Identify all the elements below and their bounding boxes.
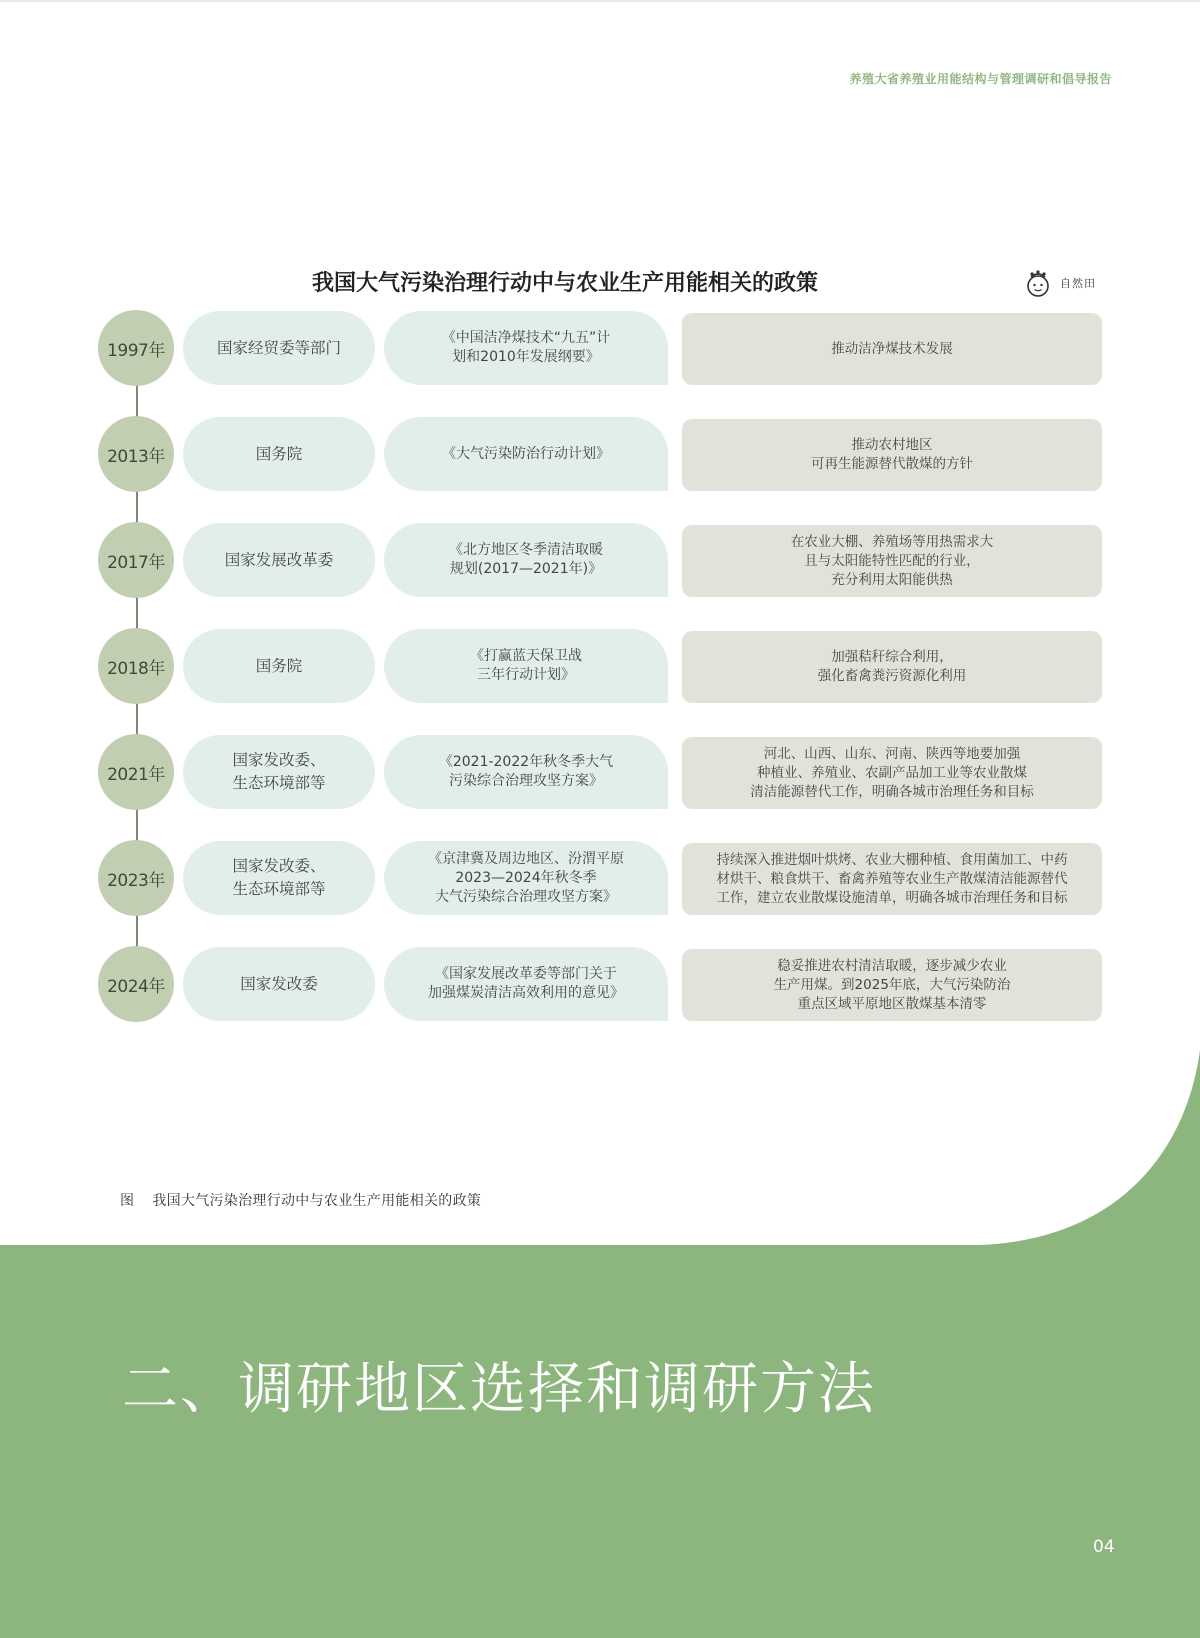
year-circle: 2024年 <box>98 946 174 1022</box>
policy-description <box>682 525 1102 597</box>
issuing-department <box>183 735 375 809</box>
issuing-department <box>183 841 375 915</box>
policy-document-line: 大气污染综合治理攻坚方案》 <box>435 888 617 905</box>
policy-description-line: 稳妥推进农村清洁取暖，逐步减少农业 <box>777 957 1007 974</box>
policy-document-line: 规划(2017—2021年)》 <box>449 561 603 577</box>
issuing-department-line: 生态环境部等 <box>232 880 326 898</box>
policy-description <box>682 843 1102 915</box>
issuing-department <box>183 947 375 1021</box>
policy-document-line: 《北方地区冬季清洁取暖 <box>449 542 603 558</box>
policy-description <box>682 631 1102 703</box>
report-header: 养殖大省养殖业用能结构与管理调研和倡导报告 <box>849 72 1112 86</box>
policy-description-line: 推动农村地区 <box>851 437 933 453</box>
issuing-department-line: 国家经贸委等部门 <box>216 338 341 357</box>
issuing-department <box>183 417 375 491</box>
issuing-department-line: 国务院 <box>255 656 303 675</box>
policy-description-line: 清洁能源替代工作，明确各城市治理任务和目标 <box>750 783 1034 800</box>
policy-document <box>384 417 668 491</box>
year-circle: 1997年 <box>98 310 174 386</box>
policy-document-line: 划和2010年发展纲要》 <box>452 349 600 365</box>
timeline-row <box>98 946 1108 1022</box>
chart-title: 我国大气污染治理行动中与农业生产用能相关的政策 <box>312 271 819 296</box>
policy-document-line: 《打赢蓝天保卫战 <box>470 648 582 664</box>
policy-document-line: 加强煤炭清洁高效利用的意见》 <box>428 985 624 1001</box>
policy-description-line: 可再生能源替代散煤的方针 <box>811 456 973 472</box>
policy-description <box>682 313 1102 385</box>
policy-description-line: 河北、山西、山东、河南、陕西等地要加强 <box>763 745 1021 762</box>
policy-document-line: 三年行动计划》 <box>477 667 575 683</box>
logo-text: 自然田 <box>1060 277 1096 290</box>
policy-description-line: 加强秸秆综合利用， <box>831 649 953 665</box>
top-rule <box>0 0 1200 2</box>
policy-document-line: 《中国洁净煤技术“九五”计 <box>441 330 611 346</box>
issuing-department-line: 国务院 <box>255 444 303 463</box>
year-circle: 2018年 <box>98 628 174 704</box>
year-circle: 2017年 <box>98 522 174 598</box>
page-number: 04 <box>1093 1537 1115 1557</box>
timeline-row <box>98 310 1108 386</box>
policy-document <box>384 841 668 915</box>
policy-description <box>682 949 1102 1021</box>
section-background <box>0 1050 1200 1638</box>
issuing-department <box>183 523 375 597</box>
policy-document <box>384 947 668 1021</box>
timeline-row <box>98 416 1108 492</box>
timeline-row <box>98 840 1108 916</box>
policy-description-line: 在农业大棚、养殖场等用热需求大 <box>790 533 994 550</box>
issuing-department <box>183 629 375 703</box>
year-circle: 2021年 <box>98 734 174 810</box>
year-circle: 2013年 <box>98 416 174 492</box>
policy-document-line: 2023—2024年秋冬季 <box>455 869 597 886</box>
issuing-department-line: 生态环境部等 <box>232 774 326 792</box>
policy-description-line: 充分利用太阳能供热 <box>831 571 953 588</box>
policy-document-line: 污染综合治理攻坚方案》 <box>449 773 603 789</box>
policy-description <box>682 419 1102 491</box>
policy-description-line: 种植业、养殖业、农副产品加工业等农业散煤 <box>757 764 1027 781</box>
policy-document-line: 《大气污染防治行动计划》 <box>442 445 610 462</box>
policy-description-line: 材烘干、粮食烘干、畜禽养殖等农业生产散煤清洁能源替代 <box>716 870 1068 887</box>
issuing-department-line: 国家发改委、 <box>232 857 326 875</box>
policy-document-line: 《2021-2022年秋冬季大气 <box>438 754 614 770</box>
policy-document-line: 《京津冀及周边地区、汾渭平原 <box>428 850 624 867</box>
year-circle: 2023年 <box>98 840 174 916</box>
policy-document <box>384 735 668 809</box>
issuing-department-line: 国家发展改革委 <box>224 550 334 569</box>
caption-label: 图 <box>120 1193 135 1209</box>
policy-document <box>384 311 668 385</box>
issuing-department <box>183 311 375 385</box>
timeline-row <box>98 522 1108 598</box>
timeline-row <box>98 628 1108 704</box>
logo-icon <box>1022 268 1054 298</box>
issuing-department-line: 国家发改委 <box>240 974 318 993</box>
policy-description-line: 推动洁净煤技术发展 <box>831 340 953 357</box>
logo <box>1022 268 1096 298</box>
policy-document-line: 《国家发展改革委等部门关于 <box>435 966 617 982</box>
policy-document <box>384 523 668 597</box>
timeline-row <box>98 734 1108 810</box>
policy-document <box>384 629 668 703</box>
policy-description-line: 且与太阳能特性匹配的行业， <box>804 552 980 569</box>
policy-description-line: 工作，建立农业散煤设施清单，明确各城市治理任务和目标 <box>716 889 1068 906</box>
policy-description-line: 强化畜禽粪污资源化利用 <box>817 668 967 684</box>
section-title: 二、调研地区选择和调研方法 <box>122 1357 876 1422</box>
caption-text: 我国大气污染治理行动中与农业生产用能相关的政策 <box>152 1193 482 1209</box>
issuing-department-line: 国家发改委、 <box>232 751 326 769</box>
policy-description <box>682 737 1102 809</box>
policy-description-line: 重点区域平原地区散煤基本清零 <box>797 995 987 1012</box>
policy-description-line: 生产用煤。到2025年底，大气污染防治 <box>773 976 1011 993</box>
policy-description-line: 持续深入推进烟叶烘烤、农业大棚种植、食用菌加工、中药 <box>716 851 1068 868</box>
